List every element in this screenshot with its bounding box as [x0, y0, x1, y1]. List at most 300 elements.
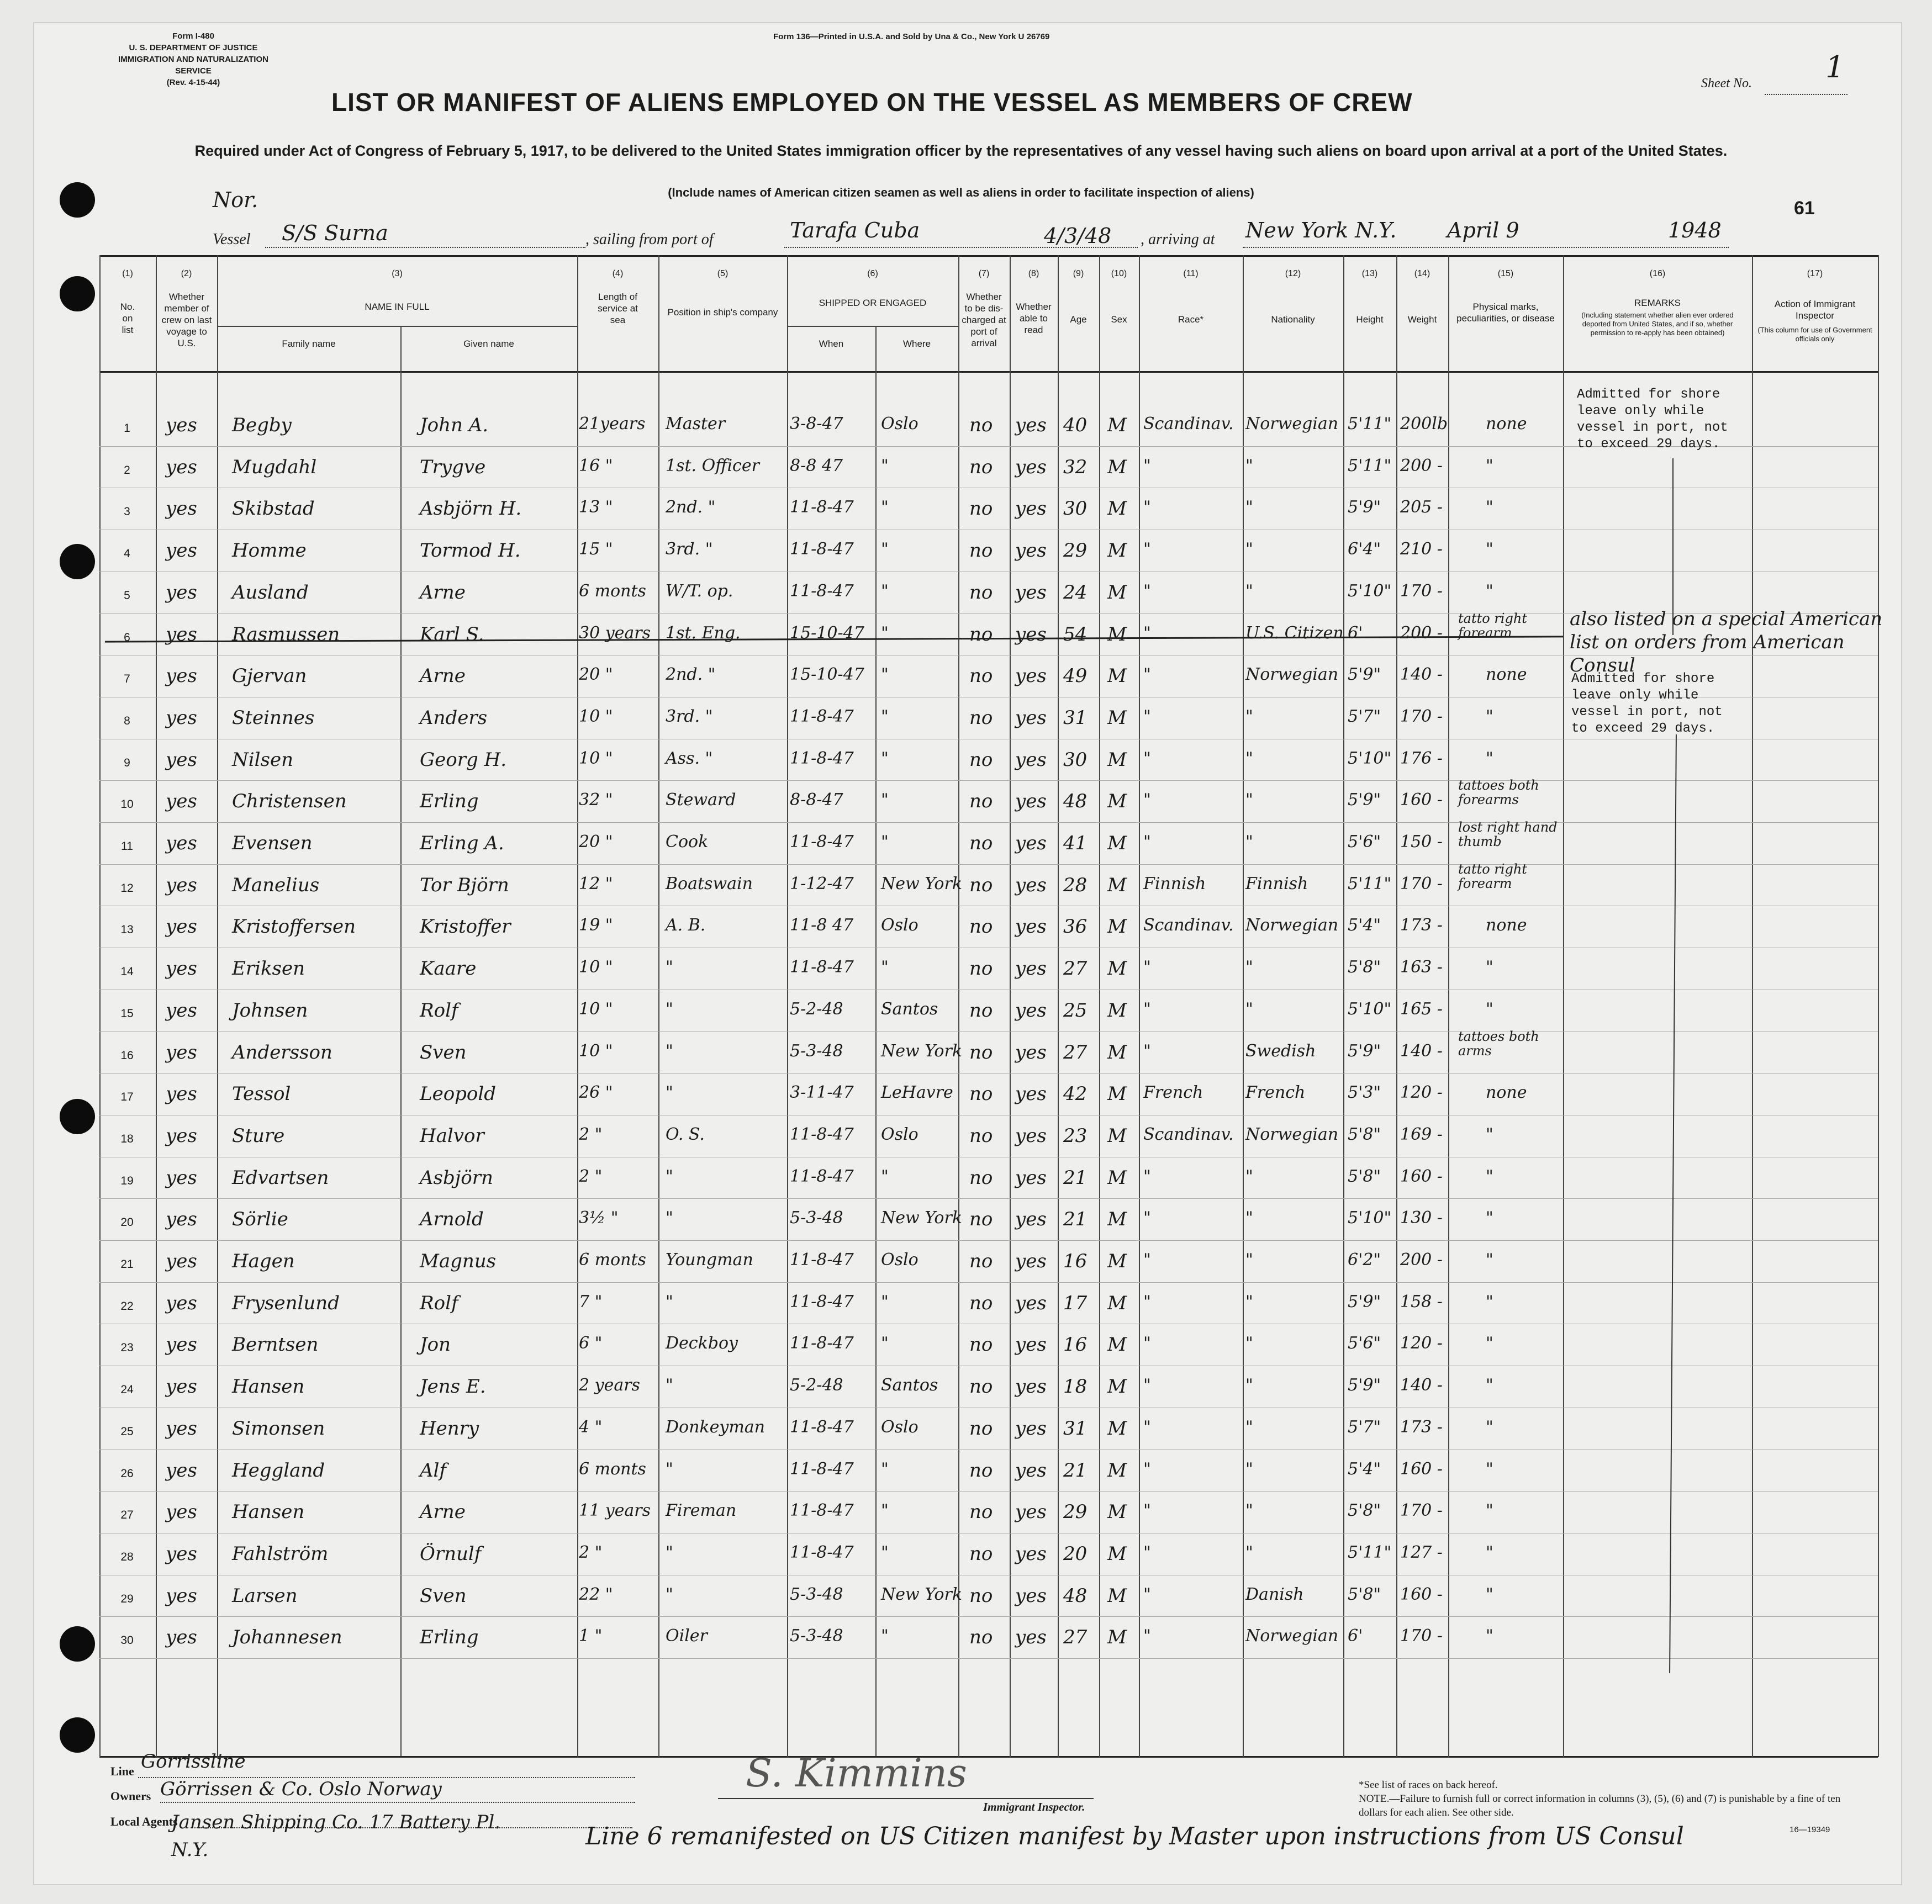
cell-sex: M: [1107, 414, 1127, 436]
col-number: (1): [122, 269, 133, 278]
cell-marks: ": [1486, 1376, 1493, 1395]
cell-dis: no: [969, 414, 993, 436]
cell-m: yes: [166, 1292, 197, 1314]
cell-when: 11-8-47: [790, 958, 854, 977]
cell-wt: 150 -: [1400, 832, 1443, 851]
col-number: (14): [1414, 269, 1430, 278]
page-title: LIST OR MANIFEST OF ALIENS EMPLOYED ON THE VESSEL AS MEMBERS OF CREW: [331, 88, 1413, 117]
col-number: (5): [717, 269, 729, 278]
cell-nat: ": [1245, 1417, 1253, 1437]
cell-wt: 170 -: [1400, 874, 1443, 893]
cell-where: ": [881, 790, 889, 810]
row-rule: [99, 1282, 1878, 1283]
header-physical-marks: Physical marks, peculiarities, or disease: [1456, 302, 1555, 324]
cell-race: ": [1143, 999, 1151, 1019]
col-number: (2): [181, 269, 192, 278]
cell-when: 11-8-47: [790, 581, 854, 601]
cell-family: Berntsen: [232, 1334, 319, 1356]
cell-age: 21: [1063, 1208, 1088, 1231]
cell-nat: ": [1245, 832, 1253, 851]
cell-marks: ": [1486, 1542, 1493, 1562]
cell-pos: 3rd. ": [666, 706, 713, 726]
cell-where: ": [881, 1166, 889, 1186]
cell-ht: 5'9": [1348, 665, 1381, 685]
cell-given: John A.: [420, 414, 489, 436]
cell-pos: Cook: [666, 832, 709, 851]
sail-date: 4/3/48: [1044, 224, 1112, 248]
cell-when: 11-8-47: [790, 540, 854, 559]
cell-where: ": [881, 1334, 889, 1353]
cell-where: ": [881, 1542, 889, 1562]
cell-pos: Deckboy: [666, 1334, 738, 1353]
cell-len: 10 ": [579, 958, 613, 977]
cell-family: Homme: [232, 540, 307, 562]
cell-where: Santos: [881, 1376, 938, 1395]
cell-sex: M: [1107, 1501, 1127, 1524]
cell-dis: no: [969, 540, 993, 562]
cell-wt: 165 -: [1400, 999, 1443, 1019]
cell-read: yes: [1015, 748, 1047, 771]
arrive-dotline: [1243, 247, 1729, 248]
col-divider: [787, 255, 788, 1757]
cell-ht: 5'11": [1348, 414, 1392, 433]
cell-read: yes: [1015, 665, 1047, 687]
row-number: 11: [121, 840, 133, 853]
cell-family: Johannesen: [232, 1626, 342, 1649]
cell-family: Hansen: [232, 1501, 305, 1524]
cell-wt: 169 -: [1400, 1124, 1443, 1144]
col-number: (16): [1649, 269, 1666, 278]
cell-read: yes: [1015, 1250, 1047, 1272]
cell-age: 27: [1063, 1626, 1088, 1649]
cell-marks: ": [1486, 1250, 1493, 1270]
row-number: 4: [124, 547, 130, 560]
binder-hole: [60, 1099, 95, 1134]
cell-when: 11-8-47: [790, 748, 854, 768]
cell-where: ": [881, 832, 889, 851]
cell-len: 2 ": [579, 1542, 603, 1562]
cell-pos: ": [666, 999, 673, 1019]
cell-nat: Swedish: [1245, 1041, 1316, 1061]
cell-given: Leopold: [420, 1083, 497, 1106]
cell-m: yes: [166, 790, 197, 813]
cell-nat: ": [1245, 581, 1253, 601]
cell-where: ": [881, 581, 889, 601]
cell-m: yes: [166, 748, 197, 771]
cell-family: Hagen: [232, 1250, 295, 1272]
cell-race: ": [1143, 1501, 1151, 1521]
cell-family: Heggland: [232, 1459, 325, 1482]
cell-ht: 6': [1348, 1626, 1363, 1646]
cell-where: Oslo: [881, 1124, 919, 1144]
include-note: (Include names of American citizen seamen as well as aliens in order to facilitate inspection of aliens): [668, 186, 1254, 199]
col-divider: [1243, 255, 1244, 1757]
cell-when: 5-2-48: [790, 1376, 843, 1395]
cell-len: 6 monts: [579, 1459, 646, 1479]
cell-given: Örnulf: [420, 1542, 482, 1565]
cell-dis: no: [969, 706, 993, 729]
header-remarks: REMARKS: [1634, 298, 1681, 308]
header-age: Age: [1070, 314, 1087, 325]
cell-len: 2 ": [579, 1124, 603, 1144]
cell-read: yes: [1015, 1041, 1047, 1064]
remanifest-note: Line 6 remanifested on US Citizen manifest by Master upon instructions from US Consul: [585, 1822, 1684, 1850]
header-action-sub: (This column for use of Government officials only: [1757, 326, 1872, 343]
cell-family: Manelius: [232, 874, 320, 896]
cell-dis: no: [969, 498, 993, 520]
cell-marks: ": [1486, 1417, 1493, 1437]
cell-given: Alf: [420, 1459, 447, 1482]
cell-len: 26 ": [579, 1083, 613, 1103]
cell-family: Nilsen: [232, 748, 293, 771]
cell-read: yes: [1015, 1459, 1047, 1482]
cell-ht: 6'4": [1348, 540, 1381, 559]
row-number: 23: [120, 1341, 134, 1355]
cell-age: 31: [1063, 706, 1088, 729]
cell-m: yes: [166, 1208, 197, 1231]
row-number: 20: [120, 1216, 134, 1229]
cell-wt: 160 -: [1400, 1584, 1443, 1604]
cell-read: yes: [1015, 874, 1047, 896]
row-number: 3: [124, 505, 130, 519]
row-number: 16: [120, 1049, 134, 1062]
cell-age: 21: [1063, 1459, 1088, 1482]
sailing-label: , sailing from port of: [585, 231, 714, 248]
binder-hole: [60, 1717, 95, 1753]
cell-m: yes: [166, 832, 197, 854]
arrive-year: 1948: [1668, 218, 1722, 242]
cell-len: 7 ": [579, 1292, 603, 1311]
col-number: (13): [1361, 269, 1378, 278]
cell-sex: M: [1107, 1124, 1127, 1147]
cell-m: yes: [166, 581, 197, 604]
penalty-note: NOTE.—Failure to furnish full or correct information in columns (3), (5), (6) and (7) is punishable by a fine of ten dollars for each alien. See other side.: [1359, 1793, 1841, 1818]
cell-family: Rasmussen: [232, 623, 340, 646]
cell-pos: W/T. op.: [666, 581, 733, 601]
cell-given: Magnus: [420, 1250, 497, 1272]
cell-pos: 2nd. ": [666, 498, 716, 517]
cell-family: Hansen: [232, 1376, 305, 1398]
remarks-stamp: Admitted for shore leave only while vessel in port, not to exceed 29 days.: [1571, 671, 1723, 736]
cell-family: Ausland: [232, 581, 309, 604]
vessel-dotline: [265, 247, 585, 248]
cell-m: yes: [166, 1417, 197, 1440]
cell-m: yes: [166, 456, 197, 478]
cell-wt: 163 -: [1400, 958, 1443, 977]
cell-read: yes: [1015, 456, 1047, 478]
cell-given: Arne: [420, 581, 466, 604]
cell-nat: ": [1245, 1542, 1253, 1562]
cell-age: 23: [1063, 1124, 1088, 1147]
cell-marks: ": [1486, 540, 1493, 559]
cell-len: 2 ": [579, 1166, 603, 1186]
cell-where: ": [881, 498, 889, 517]
col-divider: [1099, 255, 1100, 1757]
header-name-in-full: NAME IN FULL: [365, 302, 430, 312]
cell-read: yes: [1015, 958, 1047, 980]
cell-ht: 5'9": [1348, 498, 1381, 517]
cell-sex: M: [1107, 916, 1127, 938]
cell-given: Tor Björn: [420, 874, 509, 896]
col-number: (12): [1285, 269, 1301, 278]
cell-ht: 5'8": [1348, 958, 1381, 977]
cell-m: yes: [166, 1250, 197, 1272]
cell-given: Arne: [420, 665, 466, 687]
cell-len: 1 ": [579, 1626, 603, 1646]
row-number: 9: [124, 756, 130, 769]
cell-wt: 170 -: [1400, 1501, 1443, 1521]
cell-sex: M: [1107, 623, 1127, 646]
cell-where: ": [881, 1626, 889, 1646]
row-number: 8: [124, 714, 130, 727]
cell-family: Begby: [232, 414, 292, 436]
cell-age: 27: [1063, 1041, 1088, 1064]
cell-len: 19 ": [579, 916, 613, 935]
cell-read: yes: [1015, 1376, 1047, 1398]
to-port: New York N.Y.: [1245, 218, 1397, 242]
cell-race: ": [1143, 623, 1151, 643]
cell-age: 24: [1063, 581, 1088, 604]
cell-read: yes: [1015, 1584, 1047, 1607]
cell-marks: ": [1486, 1208, 1493, 1228]
cell-dis: no: [969, 1292, 993, 1314]
cell-age: 16: [1063, 1250, 1088, 1272]
cell-ht: 5'9": [1348, 1376, 1381, 1395]
cell-read: yes: [1015, 1166, 1047, 1189]
cell-read: yes: [1015, 498, 1047, 520]
cell-m: yes: [166, 1166, 197, 1189]
cell-race: ": [1143, 581, 1151, 601]
cell-where: ": [881, 706, 889, 726]
cell-pos: 1st. Eng.: [666, 623, 741, 643]
cell-ht: 5'6": [1348, 1334, 1381, 1353]
cell-age: 17: [1063, 1292, 1088, 1314]
cell-age: 48: [1063, 1584, 1088, 1607]
header-nationality: Nationality: [1271, 314, 1315, 325]
cell-age: 41: [1063, 832, 1088, 854]
cell-given: Kaare: [420, 958, 477, 980]
row-rule: [99, 864, 1878, 865]
row-rule: [99, 1616, 1878, 1617]
row-number: 6: [124, 631, 130, 644]
row-rule: [99, 1240, 1878, 1241]
cell-sex: M: [1107, 498, 1127, 520]
cell-race: ": [1143, 1459, 1151, 1479]
row-number: 27: [120, 1509, 134, 1522]
cell-read: yes: [1015, 1083, 1047, 1106]
cell-len: 6 ": [579, 1334, 603, 1353]
shipped-header-rule: [787, 326, 958, 327]
binder-hole: [60, 544, 95, 579]
local-agents-value: Jansen Shipping Co. 17 Battery Pl. N.Y.: [171, 1811, 501, 1861]
cell-m: yes: [166, 1124, 197, 1147]
cell-where: Oslo: [881, 414, 919, 433]
cell-len: 10 ": [579, 748, 613, 768]
cell-m: yes: [166, 1083, 197, 1106]
service-name: IMMIGRATION AND NATURALIZATION SERVICE: [118, 55, 268, 76]
cell-race: Scandinav.: [1143, 916, 1234, 935]
cell-wt: 140 -: [1400, 665, 1443, 685]
cell-m: yes: [166, 958, 197, 980]
cell-where: ": [881, 665, 889, 685]
cell-wt: 173 -: [1400, 916, 1443, 935]
cell-dis: no: [969, 1376, 993, 1398]
cell-ht: 5'7": [1348, 706, 1381, 726]
cell-dis: no: [969, 1041, 993, 1064]
cell-pos: Fireman: [666, 1501, 737, 1521]
cell-pos: Steward: [666, 790, 736, 810]
header-family-name: Family name: [282, 339, 336, 349]
col-number: (8): [1028, 269, 1039, 278]
cell-race: Finnish: [1143, 874, 1206, 893]
header-action: Action of Immigrant Inspector: [1774, 299, 1856, 321]
cell-len: 13 ": [579, 498, 613, 517]
cell-len: 20 ": [579, 832, 613, 851]
cell-where: ": [881, 1459, 889, 1479]
cell-dis: no: [969, 1208, 993, 1231]
cell-when: 11-8-47: [790, 706, 854, 726]
cell-pos: O. S.: [666, 1124, 705, 1144]
cell-race: ": [1143, 1166, 1151, 1186]
cell-family: Steinnes: [232, 706, 315, 729]
col-number: (6): [867, 269, 878, 278]
cell-dis: no: [969, 1083, 993, 1106]
binder-hole: [60, 1626, 95, 1662]
cell-when: 5-3-48: [790, 1584, 843, 1604]
cell-where: New York: [881, 1041, 962, 1061]
cell-wt: 140 -: [1400, 1376, 1443, 1395]
vessel-flag: Nor.: [213, 188, 258, 212]
cell-marks: ": [1486, 1124, 1493, 1144]
local-agents-label: Local Agents: [110, 1815, 178, 1828]
cell-marks: ": [1486, 999, 1493, 1019]
cell-age: 30: [1063, 498, 1088, 520]
cell-m: yes: [166, 1584, 197, 1607]
cell-m: yes: [166, 498, 197, 520]
header-height: Height: [1356, 314, 1384, 325]
cell-family: Christensen: [232, 790, 347, 813]
cell-when: 3-8-47: [790, 414, 843, 433]
cell-ht: 5'7": [1348, 1417, 1381, 1437]
cell-sex: M: [1107, 790, 1127, 813]
cell-read: yes: [1015, 1208, 1047, 1231]
cell-when: 11-8-47: [790, 1459, 854, 1479]
cell-wt: 170 -: [1400, 581, 1443, 601]
cell-pos: 2nd. ": [666, 665, 716, 685]
cell-ht: 5'9": [1348, 790, 1381, 810]
cell-pos: ": [666, 958, 673, 977]
cell-dis: no: [969, 1124, 993, 1147]
cell-when: 8-8 47: [790, 456, 843, 475]
cell-pos: ": [666, 1542, 673, 1562]
col-divider: [1010, 255, 1011, 1757]
cell-ht: 5'10": [1348, 581, 1392, 601]
owners-underline: [160, 1802, 635, 1803]
cell-dis: no: [969, 832, 993, 854]
cell-read: yes: [1015, 581, 1047, 604]
cell-nat: Danish: [1245, 1584, 1304, 1604]
cell-age: 18: [1063, 1376, 1088, 1398]
col-divider: [1343, 255, 1344, 1757]
cell-len: 6 monts: [579, 1250, 646, 1270]
cell-given: Sven: [420, 1041, 467, 1064]
cell-read: yes: [1015, 916, 1047, 938]
cell-family: Eriksen: [232, 958, 305, 980]
cell-race: ": [1143, 706, 1151, 726]
cell-ht: 5'8": [1348, 1584, 1381, 1604]
cell-ht: 5'11": [1348, 874, 1392, 893]
row-number: 21: [120, 1258, 134, 1271]
cell-when: 11-8-47: [790, 1292, 854, 1311]
cell-where: Oslo: [881, 1250, 919, 1270]
cell-family: Fahlström: [232, 1542, 329, 1565]
cell-len: 2 years: [579, 1376, 640, 1395]
cell-m: yes: [166, 874, 197, 896]
cell-marks: ": [1486, 498, 1493, 517]
cell-sex: M: [1107, 1542, 1127, 1565]
row-number: 14: [120, 965, 134, 979]
cell-len: 10 ": [579, 706, 613, 726]
cell-read: yes: [1015, 1334, 1047, 1356]
cell-len: 20 ": [579, 665, 613, 685]
cell-wt: 158 -: [1400, 1292, 1443, 1311]
col-divider: [99, 255, 101, 1757]
cell-dis: no: [969, 1542, 993, 1565]
cell-marks: ": [1486, 1292, 1493, 1311]
cell-marks: ": [1486, 1501, 1493, 1521]
cell-marks: ": [1486, 748, 1493, 768]
cell-len: 22 ": [579, 1584, 613, 1604]
cell-nat: ": [1245, 1208, 1253, 1228]
cell-age: 21: [1063, 1166, 1088, 1189]
cell-dis: no: [969, 1501, 993, 1524]
from-port: Tarafa Cuba: [790, 218, 920, 242]
cell-family: Skibstad: [232, 498, 315, 520]
header-race: Race*: [1178, 314, 1204, 325]
cell-sex: M: [1107, 1584, 1127, 1607]
cell-given: Jon: [420, 1334, 451, 1356]
cell-len: 32 ": [579, 790, 613, 810]
cell-read: yes: [1015, 540, 1047, 562]
row-rule: [99, 1658, 1878, 1659]
cell-dis: no: [969, 748, 993, 771]
ditto-line: [1672, 458, 1674, 635]
row-number: 17: [120, 1091, 134, 1104]
vessel-label: Vessel: [213, 231, 251, 248]
header-weight: Weight: [1407, 314, 1437, 325]
line-value: Gorrissline: [141, 1750, 246, 1773]
cell-family: Simonsen: [232, 1417, 325, 1440]
cell-nat: ": [1245, 1334, 1253, 1353]
cell-ht: 6'2": [1348, 1250, 1381, 1270]
col-divider: [1563, 255, 1564, 1757]
cell-ht: 5'8": [1348, 1124, 1381, 1144]
header-whether-member: Whether member of crew on last voyage to U.S.: [161, 292, 212, 348]
cell-pos: ": [666, 1208, 673, 1228]
cell-m: yes: [166, 623, 197, 646]
cell-wt: 160 -: [1400, 1459, 1443, 1479]
cell-age: 49: [1063, 665, 1088, 687]
cell-pos: Oiler: [666, 1626, 708, 1646]
cell-when: 11-8-47: [790, 1124, 854, 1144]
cell-sex: M: [1107, 832, 1127, 854]
row-number: 12: [120, 881, 134, 895]
header-given-name: Given name: [463, 339, 514, 349]
col-divider: [577, 255, 578, 1757]
col-divider: [400, 326, 402, 1756]
cell-dis: no: [969, 1584, 993, 1607]
cell-ht: 5'10": [1348, 999, 1392, 1019]
